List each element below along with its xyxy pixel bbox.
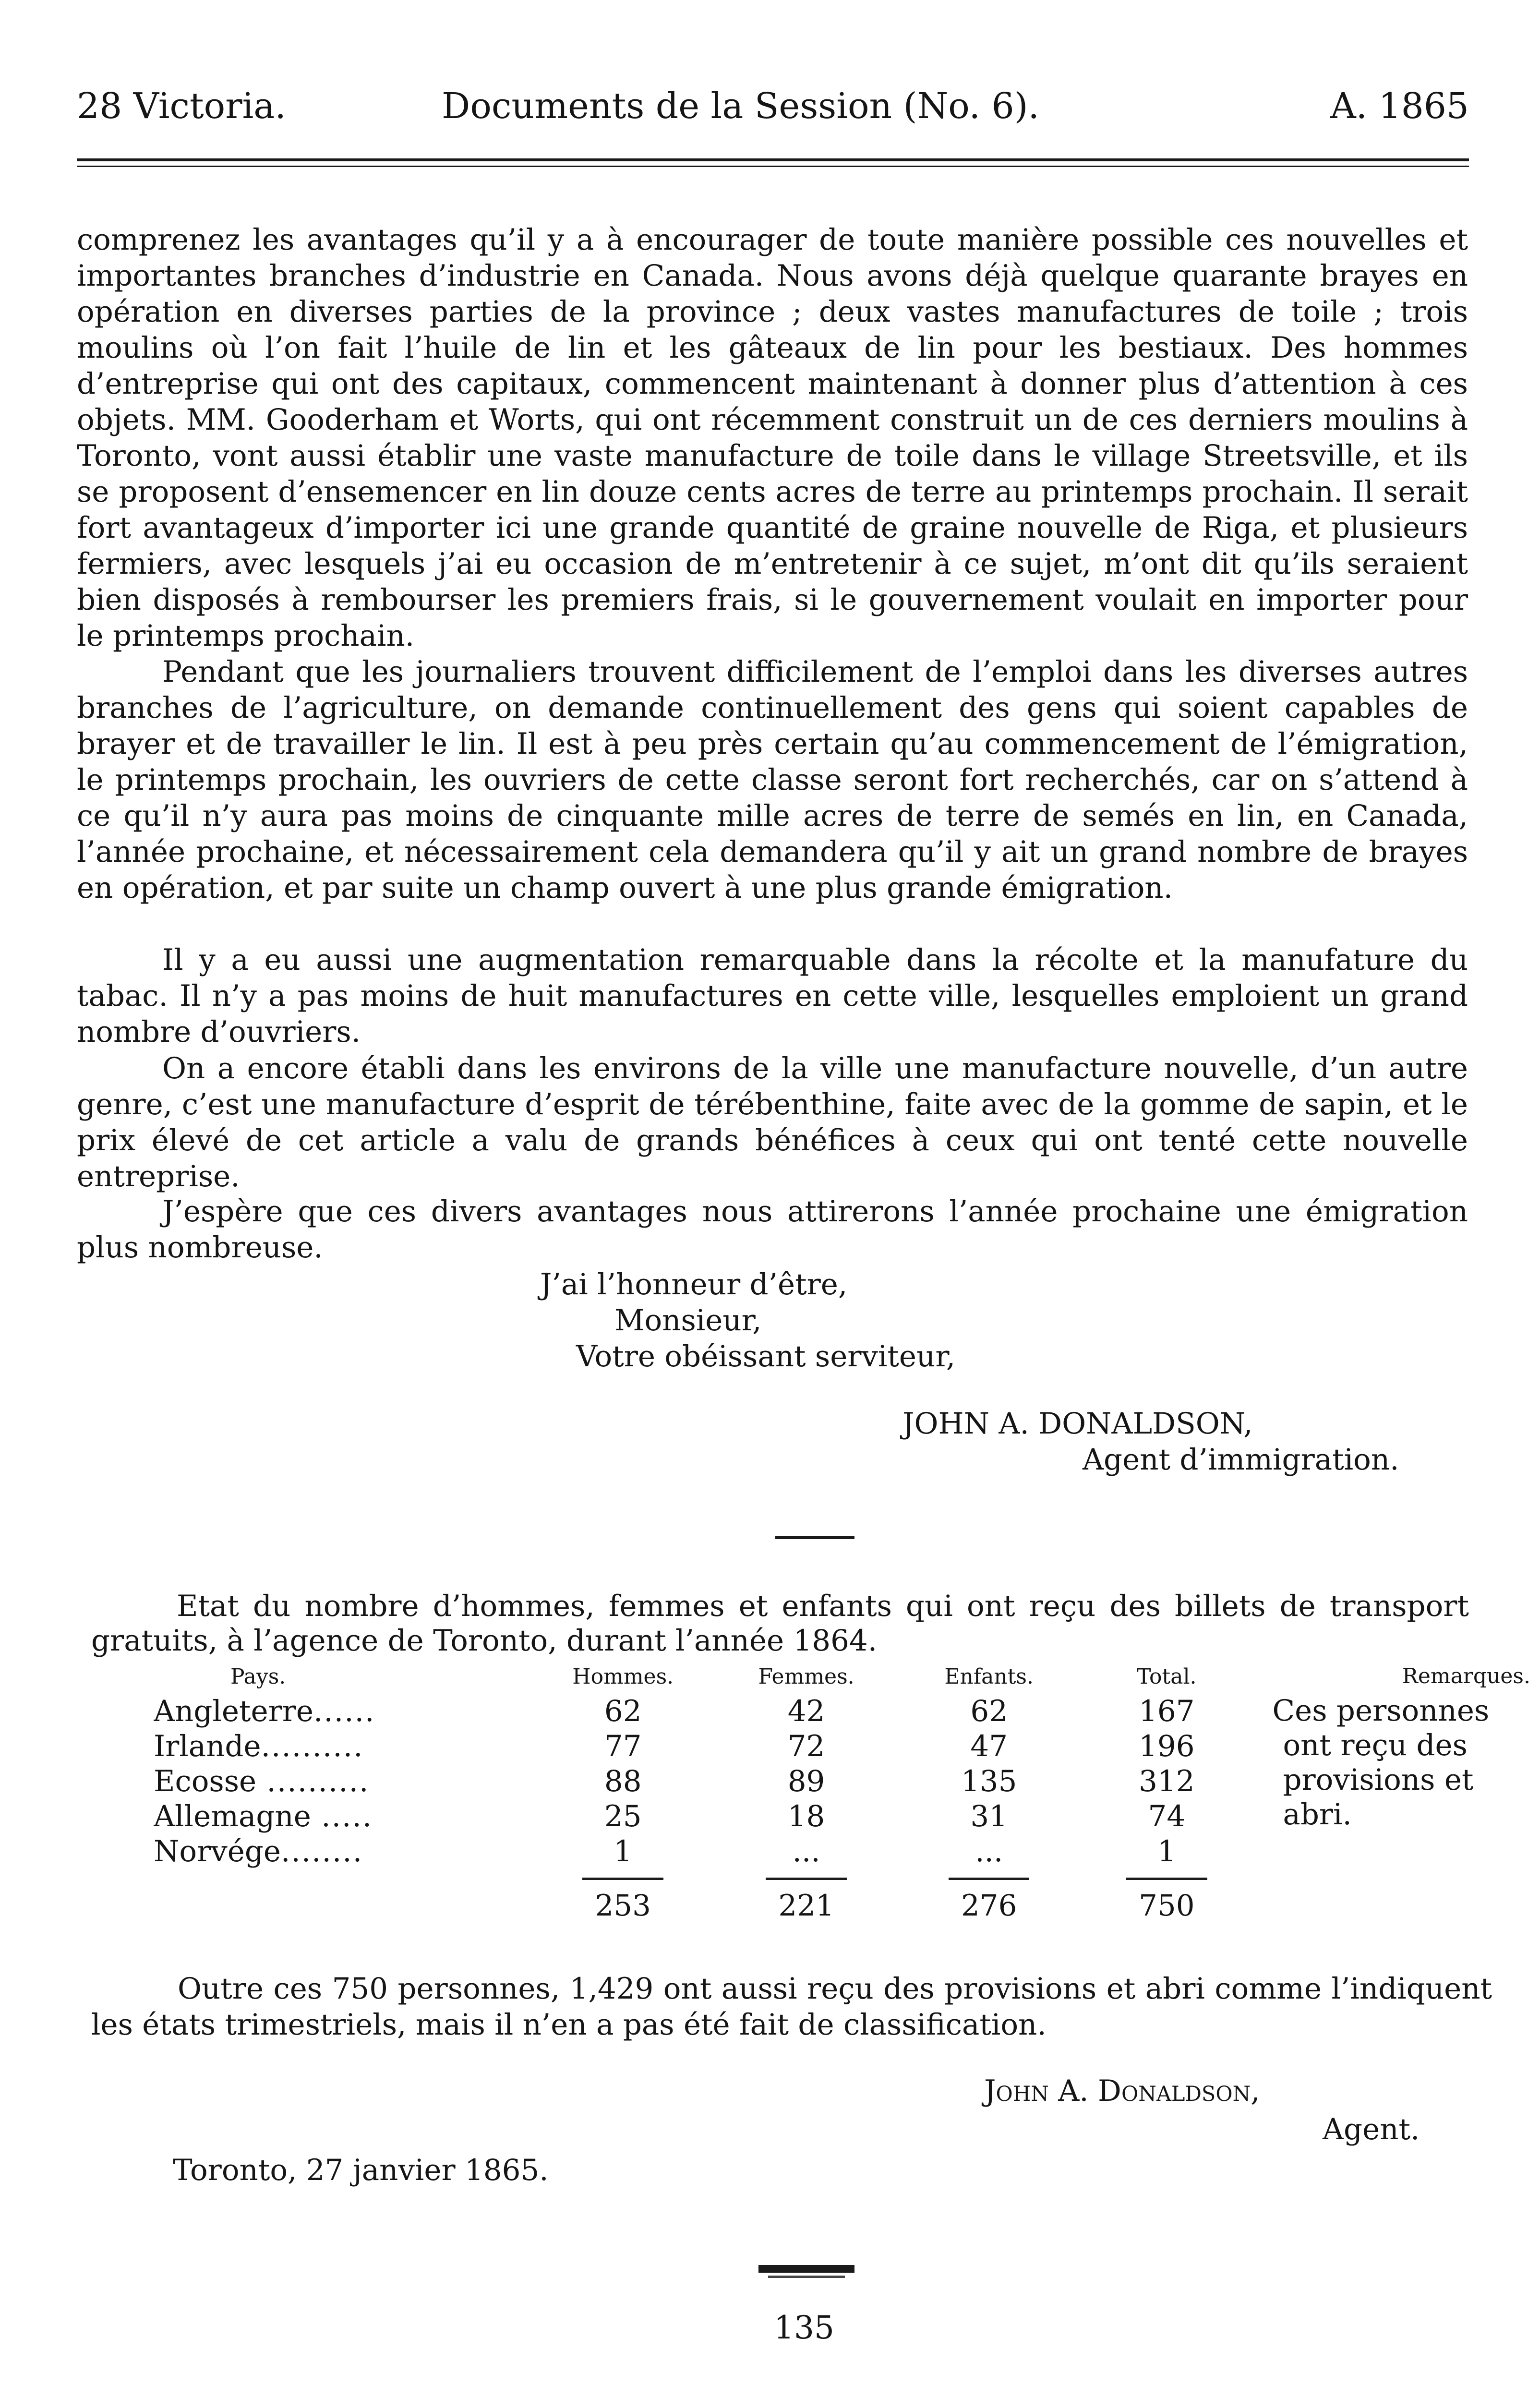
cell-total: 167 <box>1139 1694 1195 1728</box>
table-row <box>154 1694 1540 1729</box>
cell-femmes: ... <box>792 1834 820 1868</box>
total-femmes: 221 <box>715 1869 898 1923</box>
place-date: Toronto, 27 janvier 1865. <box>173 2153 549 2187</box>
header-enfants: Enfants. <box>944 1664 1034 1689</box>
closing-rule-thin <box>768 2276 845 2278</box>
remark-line: abri. <box>1283 1797 1352 1832</box>
remark-line: Ces personnes <box>1272 1694 1490 1728</box>
header-hommes: Hommes. <box>572 1664 674 1689</box>
header-remarques: Remarques. <box>1402 1664 1530 1688</box>
total-total: 750 <box>1080 1869 1253 1923</box>
header-title: Documents de la Session (No. 6). <box>442 85 1040 127</box>
cell-empty <box>1253 1869 1540 1923</box>
cell-total: 74 <box>1148 1799 1186 1833</box>
cell-total: 312 <box>1139 1764 1195 1798</box>
cell-enfants: 62 <box>970 1694 1008 1728</box>
closing-line-1: J’ai l’honneur d’être, <box>540 1267 848 1301</box>
signature-title: Agent d’immigration. <box>1083 1443 1399 1477</box>
remark-line: provisions et <box>1283 1763 1474 1797</box>
cell-pays: Norvége........ <box>154 1834 363 1868</box>
header-total: Total. <box>1137 1664 1197 1689</box>
header-rule-bottom <box>77 166 1469 167</box>
table-total-row <box>154 1869 1540 1923</box>
header-pays: Pays. <box>230 1664 286 1689</box>
header-rule-top <box>77 158 1469 161</box>
cell-hommes: 25 <box>604 1799 642 1833</box>
cell-pays: Ecosse .......... <box>154 1764 370 1798</box>
closing-line-2: Monsieur, <box>614 1303 762 1338</box>
footer-note: Outre ces 750 personnes, 1,429 ont aussi reçu des provisions et abri comme l’indiquent les états trimestriels, mais il n’en a pas été fait de classification. <box>91 1972 1492 2042</box>
closing-rule <box>758 2265 854 2273</box>
cell-femmes: 42 <box>787 1694 825 1728</box>
cell-remarques <box>1253 1694 1540 1869</box>
total-enfants: 276 <box>898 1869 1080 1923</box>
letter-paragraph-4: On a encore établi dans les environs de la ville une manufacture nouvelle, d’un autre genre, c’est une manufacture d’esprit de térébenthine, faite avec de la gomme de sapin, et le prix élevé de cet article a valu de grands bénéfices à ceux qui ont tenté cette nouvelle entreprise. <box>77 1051 1468 1193</box>
page-number: 135 <box>774 2309 834 2346</box>
footer-signature-name: John A. Donaldson, <box>984 2074 1260 2108</box>
letter-paragraph-1: comprenez les avantages qu’il y a à encourager de toute manière possible ces nouvelles et importantes branches d’industrie en Canada. Nous avons déjà quelque quarante brayes en opération en diverses parties de la province ; deux vastes manufactures de toile ; trois moulins où l’on fait l’huile de lin et les gâteaux de lin pour les bestiaux. Des hommes d’entreprise qui ont des capitaux, commencent maintenant à donner plus d’attention à ces objets. MM. Gooderham et Worts, qui ont récemment construit un de ces derniers moulins à Toronto, vont aussi établir une vaste manufacture de toile dans le village Streetsville, et ils se proposent d’ensemencer en lin douze cents acres de terre au printemps prochain. Il serait fort avantageux d’importer ici une grande quantité de graine nouvelle de Riga, et plusieurs fermiers, avec lesquels j’ai eu occasion de m’entretenir à ce sujet, m’ont dit qu’ils seraient bien disposés à rembourser les premiers frais, si le gouvernement voulait en importer pour le printemps prochain. <box>77 223 1468 653</box>
cell-pays: Angleterre...... <box>154 1694 375 1728</box>
cell-femmes: 72 <box>787 1729 825 1763</box>
emigration-table <box>154 1659 1540 1923</box>
cell-empty <box>154 1869 531 1923</box>
letter-paragraph-5: J’espère que ces divers avantages nous attirerons l’année prochaine une émigration plus nombreuse. <box>77 1194 1468 1265</box>
cell-enfants: 47 <box>970 1729 1008 1763</box>
letter-paragraph-3: Il y a eu aussi une augmentation remarquable dans la récolte et la manufature du tabac. Il n’y a pas moins de huit manufactures en cette ville, lesquelles emploient un grand nombre d’ouvriers. <box>77 943 1468 1049</box>
cell-pays: Allemagne ..... <box>154 1799 373 1833</box>
closing-line-3: Votre obéissant serviteur, <box>576 1339 956 1374</box>
cell-hommes: 1 <box>614 1834 633 1868</box>
cell-hommes: 88 <box>604 1764 642 1798</box>
cell-enfants: 135 <box>961 1764 1017 1798</box>
cell-hommes: 62 <box>604 1694 642 1728</box>
cell-femmes: 18 <box>787 1799 825 1833</box>
cell-femmes: 89 <box>787 1764 825 1798</box>
signature-name: JOHN A. DONALDSON, <box>902 1407 1253 1441</box>
cell-pays: Irlande.......... <box>154 1729 364 1763</box>
cell-total: 1 <box>1157 1834 1176 1868</box>
footer-signature-title: Agent. <box>1323 2112 1420 2146</box>
remark-line: ont reçu des <box>1283 1728 1468 1762</box>
cell-enfants: ... <box>975 1834 1003 1868</box>
header-femmes: Femmes. <box>758 1664 854 1689</box>
total-hommes: 253 <box>531 1869 715 1923</box>
header-volume: 28 Victoria. <box>77 85 286 127</box>
table-header-row <box>154 1659 1540 1694</box>
section-divider <box>775 1536 854 1539</box>
cell-enfants: 31 <box>970 1799 1008 1833</box>
table-caption: Etat du nombre d’hommes, femmes et enfants qui ont reçu des billets de transport gratuits, à l’agence de Toronto, durant l’année 1864. <box>91 1589 1469 1658</box>
cell-total: 196 <box>1139 1729 1195 1763</box>
header-year: A. 1865 <box>1330 85 1469 127</box>
letter-paragraph-2: Pendant que les journaliers trouvent difficilement de l’emploi dans les diverses autres branches de l’agriculture, on demande continuellement des gens qui soient capables de brayer et de travailler le lin. Il est à peu près certain qu’au commencement de l’émigration, le printemps prochain, les ouvriers de cette classe seront fort recherchés, car on s’attend à ce qu’il n’y aura pas moins de cinquante mille acres de terre de semés en lin, en Canada, l’année prochaine, et nécessairement cela demandera qu’il y ait un grand nombre de brayes en opération, et par suite un champ ouvert à une plus grande émigration. <box>77 655 1468 905</box>
cell-hommes: 77 <box>604 1729 642 1763</box>
